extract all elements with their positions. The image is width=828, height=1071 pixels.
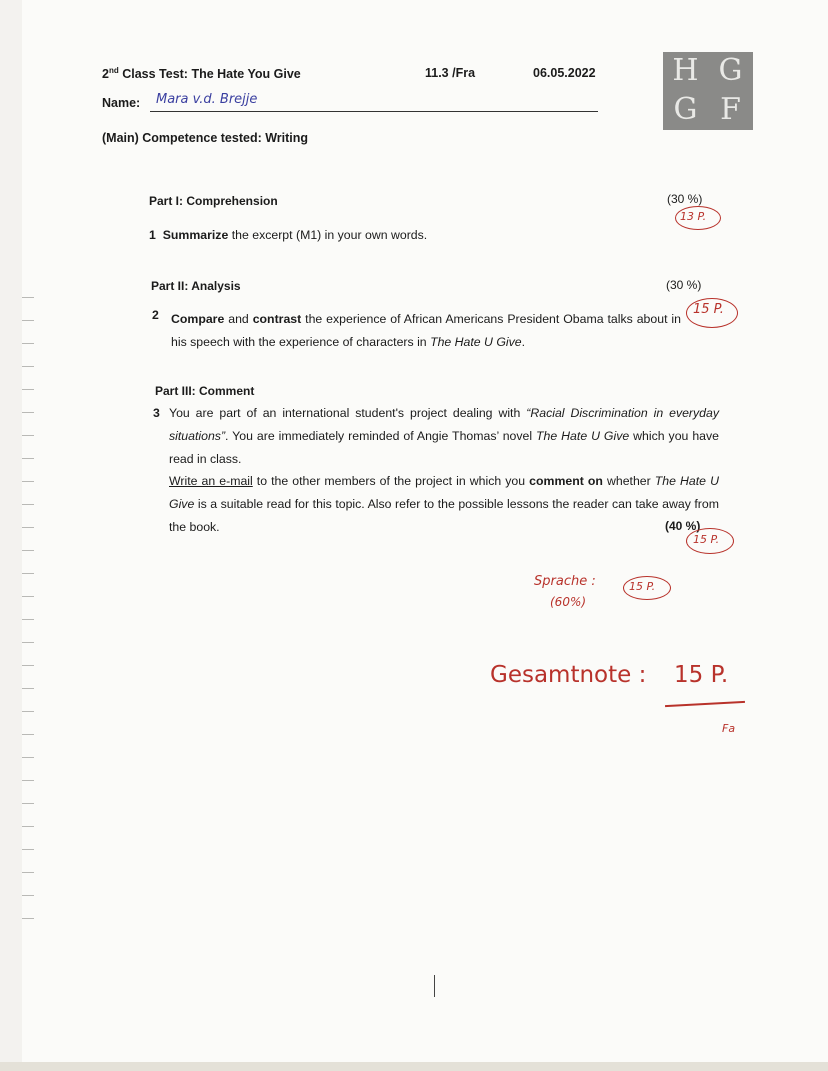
name-line <box>150 111 598 112</box>
margin-tick <box>22 481 34 482</box>
margin-tick <box>22 895 34 896</box>
class-code: 11.3 /Fra <box>425 66 476 80</box>
margin-tick <box>22 803 34 804</box>
part2-task: Compare and contrast the experience of African Americans President Obama talks about in his speech with the experience of characters in The Hate U Give. <box>171 312 681 349</box>
margin-tick <box>22 711 34 712</box>
margin-tick <box>22 596 34 597</box>
part3-task: You are part of an international student's project dealing with “Racial Discrimination in everyday situations”. You are immediately reminded of Angie Thomas’ novel The Hate U Give which you have read in class. Write an e-mail to the other members of the project in which you comment on whether The Hate U Give is a suitable read for this topic. Also refer to the possible lessons the reader can take away from the book. <box>169 406 719 534</box>
part1-weight: (30 %) <box>667 192 703 206</box>
part1-title: Part I: Comprehension <box>149 194 278 208</box>
margin-tick <box>22 527 34 528</box>
margin-tick <box>22 849 34 850</box>
margin-tick <box>22 320 34 321</box>
margin-tick <box>22 780 34 781</box>
total-underline <box>665 701 745 707</box>
part3-score: 15 P. <box>693 533 720 546</box>
margin-tick <box>22 573 34 574</box>
margin-tick <box>22 642 34 643</box>
margin-tick <box>22 389 34 390</box>
part1-score: 13 P. <box>680 210 707 223</box>
student-name: Mara v.d. Brejje <box>156 92 258 107</box>
margin-tick <box>22 688 34 689</box>
margin-tick <box>22 757 34 758</box>
part2-title: Part II: Analysis <box>151 279 241 293</box>
margin-tick <box>22 297 34 298</box>
part3-title: Part III: Comment <box>155 384 255 398</box>
part2-task-number: 2 <box>152 308 159 322</box>
margin-tick <box>22 550 34 551</box>
margin-tick <box>22 872 34 873</box>
margin-tick <box>22 619 34 620</box>
language-label: Sprache : <box>534 574 596 589</box>
margin-tick <box>22 412 34 413</box>
part3-weight: (40 %) <box>665 519 701 533</box>
grader-initials: Fa <box>722 722 736 735</box>
test-date: 06.05.2022 <box>533 66 596 80</box>
margin-tick <box>22 458 34 459</box>
part3-task-number: 3 <box>153 406 160 420</box>
margin-tick <box>22 343 34 344</box>
scan-edge <box>0 1062 828 1071</box>
school-logo: H G G F <box>663 52 753 130</box>
margin-tick <box>22 918 34 919</box>
part1-task: 1 Summarize the excerpt (M1) in your own words. <box>149 228 428 242</box>
total-score: 15 P. <box>674 662 729 688</box>
part2-weight: (30 %) <box>666 278 702 292</box>
name-label: Name: <box>102 96 141 110</box>
competence: (Main) Competence tested: Writing <box>102 131 309 145</box>
test-title: 2nd Class Test: The Hate You Give <box>102 66 301 82</box>
margin-tick <box>22 504 34 505</box>
margin-tick <box>22 435 34 436</box>
test-sheet <box>22 0 828 1071</box>
margin-tick <box>22 734 34 735</box>
language-score: 15 P. <box>629 580 656 593</box>
language-weight: (60%) <box>550 595 587 609</box>
total-label: Gesamtnote : <box>490 662 647 688</box>
pencil-mark <box>434 975 435 997</box>
margin-tick <box>22 366 34 367</box>
margin-tick <box>22 665 34 666</box>
margin-tick <box>22 826 34 827</box>
part2-score: 15 P. <box>693 302 724 317</box>
